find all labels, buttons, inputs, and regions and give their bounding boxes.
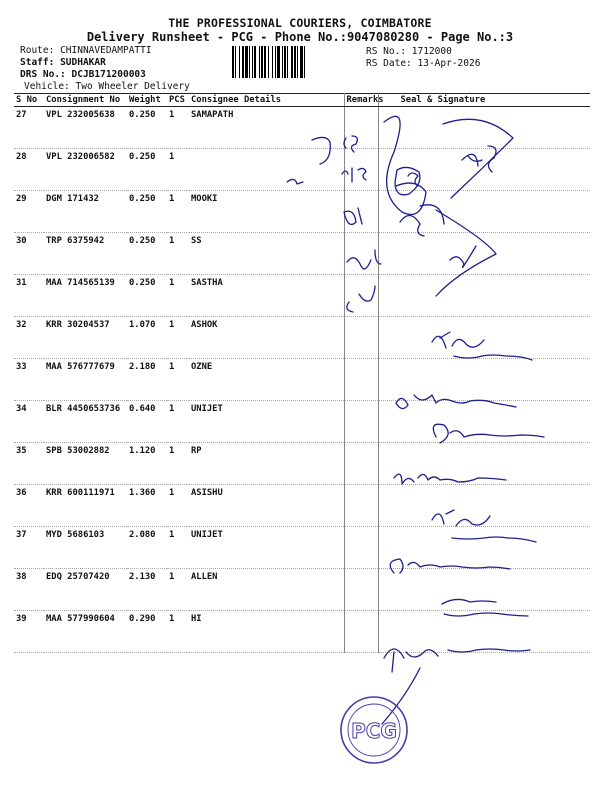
table-row (14, 317, 590, 359)
barcode-bar (249, 46, 250, 78)
row-weight: 2.130 (127, 569, 167, 611)
barcode-bar (277, 46, 280, 78)
row-sno: 33 (14, 359, 44, 401)
row-consignment: MAA 714565139 (44, 275, 127, 317)
row-consignee (189, 149, 344, 191)
drs-label: DRS No.: (20, 69, 66, 80)
row-remarks (344, 275, 378, 317)
row-consignee: SASTHA (189, 275, 344, 317)
row-sno: 39 (14, 611, 44, 653)
route-line (20, 45, 152, 57)
barcode-bar (261, 46, 263, 78)
row-consignment: TRP 6375942 (44, 233, 127, 275)
row-seal (378, 569, 590, 611)
row-consignment: BLR 4450653736 (44, 401, 127, 443)
row-weight: 1.070 (127, 317, 167, 359)
row-weight: 0.250 (127, 191, 167, 233)
rs-date-label: RS Date: (366, 58, 412, 69)
row-sno: 28 (14, 149, 44, 191)
row-remarks (344, 485, 378, 527)
row-seal (378, 527, 590, 569)
row-pcs: 1 (167, 317, 189, 359)
row-seal (378, 443, 590, 485)
barcode (232, 46, 360, 78)
row-seal (378, 233, 590, 275)
row-weight: 0.250 (127, 149, 167, 191)
row-remarks (344, 107, 378, 149)
row-remarks (344, 149, 378, 191)
row-consignee: MOOKI (189, 191, 344, 233)
row-consignment: MAA 577990604 (44, 611, 127, 653)
rs-date (366, 58, 480, 69)
row-consignment: DGM 171432 (44, 191, 127, 233)
col-remarks: Remarks (344, 94, 378, 107)
row-remarks (344, 569, 378, 611)
staff-line (20, 57, 106, 69)
barcode-bar (242, 46, 244, 78)
row-pcs: 1 (167, 359, 189, 401)
row-sno: 27 (14, 107, 44, 149)
drs-value: DCJB171200003 (71, 69, 146, 80)
row-sno: 31 (14, 275, 44, 317)
row-consignee: SS (189, 233, 344, 275)
barcode-bar (252, 46, 253, 78)
col-sno: S No (14, 94, 44, 107)
row-pcs: 1 (167, 275, 189, 317)
company-name: THE PROFESSIONAL COURIERS, COIMBATORE (168, 16, 432, 30)
row-pcs: 1 (167, 569, 189, 611)
table-row (14, 275, 590, 317)
barcode-bar (239, 46, 240, 78)
rs-number (366, 46, 452, 57)
row-pcs: 1 (167, 191, 189, 233)
row-remarks (344, 191, 378, 233)
row-sno: 29 (14, 191, 44, 233)
row-consignment: SPB 53002882 (44, 443, 127, 485)
staff-value: SUDHAKAR (60, 57, 106, 68)
row-consignee: HI (189, 611, 344, 653)
row-consignee: UNIJET (189, 527, 344, 569)
row-seal (378, 107, 590, 149)
row-pcs: 1 (167, 485, 189, 527)
barcode-bar (254, 46, 256, 78)
row-sno: 38 (14, 569, 44, 611)
table-row (14, 149, 590, 191)
row-consignment: VPL 232005638 (44, 107, 127, 149)
row-pcs: 1 (167, 611, 189, 653)
row-pcs: 1 (167, 527, 189, 569)
table-row (14, 527, 590, 569)
row-seal (378, 191, 590, 233)
row-consignee: UNIJET (189, 401, 344, 443)
row-weight: 0.250 (127, 233, 167, 275)
row-pcs: 1 (167, 443, 189, 485)
table-row (14, 443, 590, 485)
staff-label: Staff: (20, 57, 55, 68)
col-seal: Seal & Signature (378, 94, 590, 107)
barcode-bar (245, 46, 248, 78)
company-seal (337, 693, 411, 767)
row-consignment: VPL 232006582 (44, 149, 127, 191)
row-remarks (344, 443, 378, 485)
barcode-bar (291, 46, 293, 78)
row-weight: 2.080 (127, 527, 167, 569)
row-pcs: 1 (167, 233, 189, 275)
row-consignee: RP (189, 443, 344, 485)
table-row (14, 233, 590, 275)
row-seal (378, 485, 590, 527)
row-remarks (344, 401, 378, 443)
table-row (14, 569, 590, 611)
row-consignee: SAMAPATH (189, 107, 344, 149)
runsheet-title: Delivery Runsheet - PCG - Phone No.:9047080280 - Page No.:3 (86, 30, 514, 44)
row-seal (378, 317, 590, 359)
barcode-bar (282, 46, 283, 78)
rs-date-value: 13-Apr-2026 (417, 58, 481, 69)
barcode-bar (300, 46, 303, 78)
barcode-bar (297, 46, 298, 78)
rs-no-label: RS No.: (366, 46, 407, 57)
col-consignment: Consignment No (44, 94, 127, 107)
row-weight: 2.180 (127, 359, 167, 401)
row-weight: 0.250 (127, 107, 167, 149)
row-consignee: ASISHU (189, 485, 344, 527)
rs-no-value: 1712000 (411, 46, 452, 57)
barcode-bar (264, 46, 266, 78)
row-pcs: 1 (167, 401, 189, 443)
row-sno: 32 (14, 317, 44, 359)
barcode-bar (284, 46, 286, 78)
row-pcs: 1 (167, 107, 189, 149)
barcode-bar (259, 46, 260, 78)
row-sno: 30 (14, 233, 44, 275)
row-remarks (344, 611, 378, 653)
row-consignment: EDQ 25707420 (44, 569, 127, 611)
barcode-bar (232, 46, 234, 78)
row-consignee: OZNE (189, 359, 344, 401)
row-sno: 36 (14, 485, 44, 527)
row-seal (378, 275, 590, 317)
row-remarks (344, 527, 378, 569)
row-sno: 35 (14, 443, 44, 485)
row-remarks (344, 317, 378, 359)
route-label: Route: (20, 45, 55, 56)
barcode-bar (294, 46, 296, 78)
row-consignee: ALLEN (189, 569, 344, 611)
vehicle-label: Vehicle: (24, 81, 70, 92)
row-seal (378, 611, 590, 653)
row-weight: 0.640 (127, 401, 167, 443)
row-sno: 37 (14, 527, 44, 569)
row-sno: 34 (14, 401, 44, 443)
table-row (14, 107, 590, 149)
row-remarks (344, 233, 378, 275)
drs-line (20, 69, 146, 81)
vehicle-value: Two Wheeler Delivery (75, 81, 190, 92)
table-row (14, 485, 590, 527)
table-row (14, 611, 590, 653)
row-consignment: MYD 5686103 (44, 527, 127, 569)
table-row (14, 359, 590, 401)
vehicle-line (24, 81, 190, 93)
col-consignee: Consignee Details (189, 94, 344, 107)
row-seal (378, 401, 590, 443)
row-consignee: ASHOK (189, 317, 344, 359)
seal-text: PCG (351, 719, 397, 743)
barcode-bar (275, 46, 276, 78)
route-value: CHINNAVEDAMPATTI (60, 45, 152, 56)
row-consignment: KRR 600111971 (44, 485, 127, 527)
row-pcs: 1 (167, 149, 189, 191)
row-seal (378, 359, 590, 401)
row-weight: 0.250 (127, 275, 167, 317)
row-consignment: MAA 576777679 (44, 359, 127, 401)
row-remarks (344, 359, 378, 401)
row-weight: 1.120 (127, 443, 167, 485)
barcode-bar (287, 46, 288, 78)
col-weight: Weight (127, 94, 167, 107)
runsheet-table (14, 93, 590, 653)
barcode-bar (235, 46, 236, 78)
col-pcs: PCS (167, 94, 189, 107)
barcode-bar (272, 46, 273, 78)
row-weight: 0.290 (127, 611, 167, 653)
row-weight: 1.360 (127, 485, 167, 527)
barcode-bar (268, 46, 269, 78)
table-row (14, 191, 590, 233)
table-header-row (14, 94, 590, 107)
row-consignment: KRR 30204537 (44, 317, 127, 359)
barcode-bar (304, 46, 305, 78)
table-row (14, 401, 590, 443)
row-seal (378, 149, 590, 191)
